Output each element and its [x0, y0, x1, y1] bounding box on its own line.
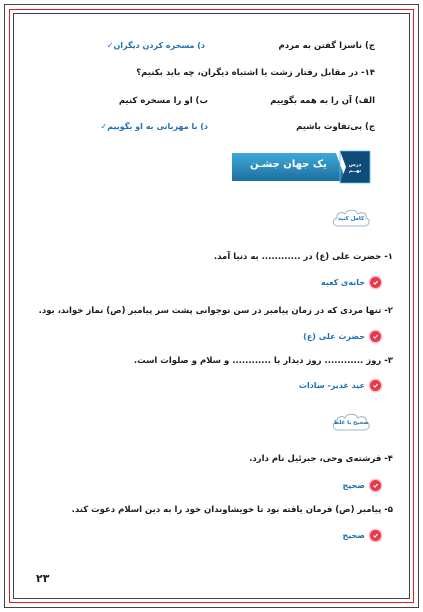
- check-circle-icon: [370, 331, 381, 342]
- question-5: ۵- پیامبر (ص) فرمان یافته بود تا خویشاوندان خود را به دین اسلام دعوت کند.: [71, 505, 393, 515]
- check-circle-icon: [370, 277, 381, 288]
- answer-2: [303, 331, 381, 342]
- q14-option-dal-correct: [101, 122, 209, 131]
- answer-1: [321, 277, 381, 288]
- q14-option-dal-text: د) با مهربانی به او بگوییم: [107, 122, 208, 131]
- answer-4-text: صحیح: [342, 481, 365, 490]
- lesson-title: یک جهان جشـن: [250, 159, 327, 170]
- answer-2-text: حضرت علی (ع): [303, 332, 365, 341]
- answer-3-text: عید غدیر- سادات: [298, 381, 365, 390]
- answer-5-text: صحیح: [342, 531, 365, 540]
- check-mark-icon: ✓: [106, 41, 114, 50]
- check-mark-icon: ✓: [100, 122, 108, 131]
- question-1: ۱- حضرت علی (ع) در ............ به دنیا آمد.: [213, 252, 393, 262]
- complete-badge: [330, 208, 372, 230]
- check-circle-icon: [370, 380, 381, 391]
- true-false-badge-label: صحیح یا غلط: [333, 420, 369, 426]
- q14-option-alef: الف) آن را به همه بگوییم: [270, 96, 375, 106]
- complete-badge-label: کامل کنید: [337, 216, 365, 222]
- answer-3: [299, 380, 381, 391]
- lesson-number: درس نهــم: [348, 162, 362, 174]
- q14-option-jim: ج) بی‌تفاوت باشیم: [296, 122, 375, 132]
- true-false-badge: [330, 412, 372, 434]
- option-j: ج) ناسزا گفتن به مردم: [278, 41, 375, 51]
- page-number: ۲۳: [36, 572, 50, 585]
- q14-option-be: ب) او را مسخره کنیم: [118, 96, 208, 106]
- lesson-banner: [232, 149, 372, 185]
- option-d-correct: [107, 41, 205, 50]
- answer-5: [342, 530, 381, 541]
- check-circle-icon: [370, 480, 381, 491]
- answer-1-text: خانه‌ی کعبه: [320, 278, 365, 287]
- question-4: ۴- فرشته‌ی وحی، جبرئیل نام دارد.: [249, 454, 393, 464]
- question-14: ۱۴- در مقابل رفتار زشت یا اشتباه دیگران، چه باید بکنیم؟: [136, 68, 375, 78]
- option-d-text: د) مسخره کردن دیگران: [113, 41, 205, 50]
- question-2: ۲- تنها مردی که در زمان پیامبر در سن نوجوانی پشت سر پیامبر (ص) نماز خواند، بود.: [38, 306, 393, 316]
- question-3: ۳- روز ............ روز دیدار با ............ و سلام و صلوات است.: [133, 356, 393, 366]
- answer-4: [342, 480, 381, 491]
- check-circle-icon: [370, 530, 381, 541]
